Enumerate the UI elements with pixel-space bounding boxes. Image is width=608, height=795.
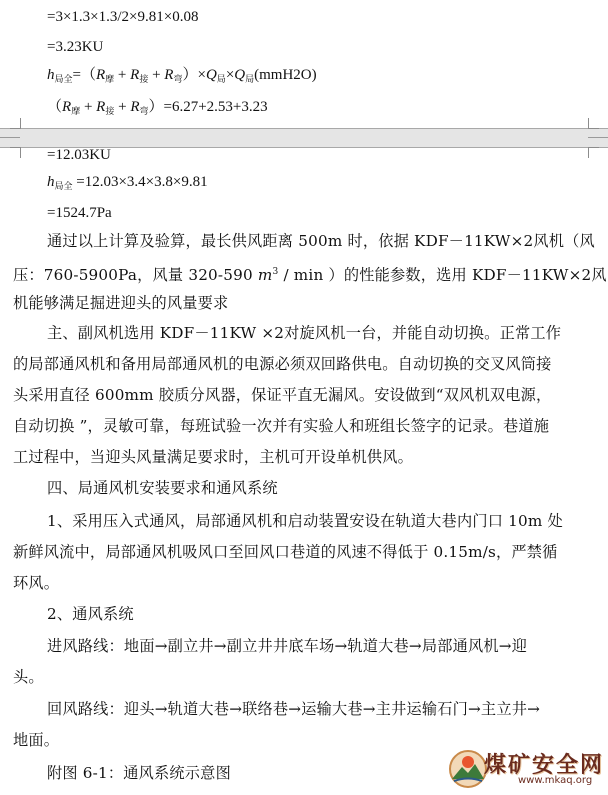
formula-line-7: =1524.7Pa bbox=[47, 205, 112, 221]
formula-sub: 弯 bbox=[173, 74, 183, 84]
formula-sub: 局 bbox=[245, 74, 255, 84]
formula-op: + bbox=[80, 99, 97, 115]
formula-op: × bbox=[225, 67, 235, 83]
formula-var: R bbox=[130, 67, 140, 83]
intake-route-line-2: 头。 bbox=[13, 668, 44, 686]
formula-var: h bbox=[47, 67, 55, 83]
gap-rule-right bbox=[588, 137, 608, 138]
intake-route-line-1: 进风路线：地面→副立井→副立井井底车场→轨道大巷→局部通风机→迎 bbox=[47, 637, 528, 655]
watermark-name: 煤矿安全网 bbox=[484, 753, 605, 778]
return-route-line-2: 地面。 bbox=[13, 731, 60, 749]
formula-sub: 局全 bbox=[54, 74, 73, 84]
paragraph-2-line-5: 工过程中，当迎头风量满足要求时，主机可开设单机供风。 bbox=[13, 448, 414, 466]
paragraph-3-line-3: 环风。 bbox=[13, 574, 60, 592]
text-run: / min ）的性能参数，选用 KDF－11KW×2风 bbox=[278, 266, 607, 284]
formula-var: Q bbox=[205, 67, 217, 83]
formula-sub: 弯 bbox=[139, 106, 149, 116]
formula-rest: =12.03×3.4×3.8×9.81 bbox=[72, 174, 208, 190]
formula-var: h bbox=[47, 174, 55, 190]
formula-var: R bbox=[164, 67, 174, 83]
crop-mark bbox=[588, 147, 599, 158]
crop-mark bbox=[10, 147, 21, 158]
return-route-line-1: 回风路线：迎头→轨道大巷→联络巷→运输大巷→主井运输石门→主立井→ bbox=[47, 700, 541, 718]
crop-mark bbox=[588, 118, 599, 129]
paragraph-2-line-2: 的局部通风机和备用局部通风机的电源必须双回路供电。自动切换的交叉风筒接 bbox=[13, 355, 552, 373]
paragraph-3-line-2: 新鲜风流中，局部通风机吸风口至回风口巷道的风速不得低于 0.15m/s，严禁循 bbox=[13, 543, 558, 561]
unit-var: m bbox=[257, 266, 273, 284]
formula-op: =（ bbox=[72, 67, 96, 83]
text-run: 压：760-5900Pa，风量 320-590 bbox=[13, 266, 258, 284]
formula-line-3 bbox=[47, 65, 317, 89]
paragraph-2-line-3: 头采用直径 600mm 胶质分风器，保证平直无漏风。安设做到“双风机双电源， bbox=[13, 386, 552, 404]
gap-rule-left bbox=[0, 137, 20, 138]
formula-op: + bbox=[114, 99, 131, 115]
formula-sub: 局 bbox=[216, 74, 226, 84]
formula-op: + bbox=[148, 67, 165, 83]
watermark-logo bbox=[448, 745, 604, 791]
formula-var: R bbox=[95, 67, 106, 83]
formula-sub: 局全 bbox=[54, 181, 73, 191]
paragraph-1-line-3: 机能够满足掘进迎头的风量要求 bbox=[13, 294, 229, 312]
subheading-ventilation-system: 2、通风系统 bbox=[47, 605, 134, 623]
formula-line-2: =3.23KU bbox=[47, 39, 104, 55]
paragraph-2-line-4: 自动切换 ”，灵敏可靠，每班试验一次并有实验人和班组长签字的记录。巷道施 bbox=[13, 417, 550, 435]
formula-var: R bbox=[96, 99, 106, 115]
formula-var: R bbox=[130, 99, 140, 115]
mountain-emblem-icon bbox=[448, 749, 488, 789]
crop-mark bbox=[10, 118, 21, 129]
section-heading-4: 四、局通风机安装要求和通风系统 bbox=[47, 479, 278, 497]
formula-line-1: =3×1.3×1.3/2×9.81×0.08 bbox=[47, 9, 199, 25]
formula-sub: 摩 bbox=[105, 74, 115, 84]
paragraph-2-line-1: 主、副风机选用 KDF－11KW ×2对旋风机一台，并能自动切换。正常工作 bbox=[47, 324, 562, 342]
formula-unit: (mmH2O) bbox=[254, 67, 317, 83]
paragraph-1-line-1: 通过以上计算及验算，最长供风距离 500m 时，依据 KDF－11KW×2风机（风 bbox=[47, 232, 595, 250]
formula-sub: 接 bbox=[105, 106, 115, 116]
formula-line-4 bbox=[47, 97, 268, 121]
formula-sub: 接 bbox=[139, 74, 149, 84]
formula-line-6 bbox=[47, 172, 208, 196]
formula-var: R bbox=[62, 99, 72, 115]
paragraph-1-line-2 bbox=[13, 262, 607, 285]
unit-exponent: 3 bbox=[272, 267, 279, 277]
watermark-url: www.mkaq.org bbox=[518, 775, 593, 786]
formula-sub: 摩 bbox=[71, 106, 81, 116]
formula-var: Q bbox=[234, 67, 246, 83]
paragraph-3-line-1: 1、采用压入式通风，局部通风机和启动装置安设在轨道大巷内门口 10m 处 bbox=[47, 512, 563, 530]
formula-op: + bbox=[114, 67, 131, 83]
formula-line-5: =12.03KU bbox=[47, 147, 111, 163]
figure-caption: 附图 6-1：通风系统示意图 bbox=[47, 764, 231, 782]
formula-rest: ）=6.27+2.53+3.23 bbox=[148, 99, 268, 115]
formula-op: ）× bbox=[182, 67, 206, 83]
formula-op: （ bbox=[47, 99, 63, 115]
